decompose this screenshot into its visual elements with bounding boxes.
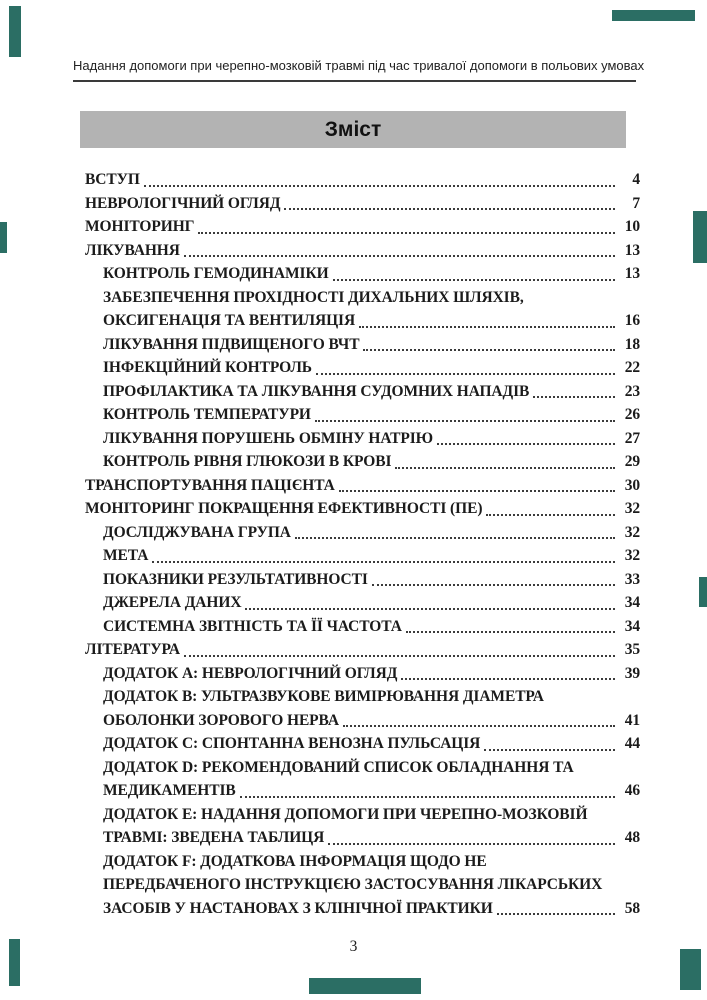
toc-page-number: 32: [624, 500, 640, 517]
toc-dot-leader: [343, 725, 615, 727]
toc-page-number: 26: [624, 406, 640, 423]
toc-dot-leader: [198, 232, 615, 234]
toc-entry-title: ПРОФІЛАКТИКА ТА ЛІКУВАННЯ СУДОМНИХ НАПАДІВ: [103, 382, 530, 400]
toc-entry-line: [85, 474, 640, 498]
toc-dot-leader: [284, 208, 615, 210]
toc-page-number: 27: [624, 429, 640, 447]
toc-page-number: 46: [624, 782, 640, 799]
toc-entry: [85, 427, 640, 451]
toc-entry-line: [103, 756, 640, 780]
toc-dot-leader: [372, 584, 615, 586]
toc-entry-line: [85, 215, 640, 239]
page-number: 3: [349, 938, 358, 955]
toc-entry-title: ДОДАТОК B: УЛЬТРАЗВУКОВЕ ВИМІРЮВАННЯ ДІАМЕТРА: [103, 688, 544, 705]
toc-entry: [85, 286, 640, 333]
toc-entry: [85, 756, 640, 803]
toc-dot-leader: [339, 490, 615, 492]
toc-entry: [85, 732, 640, 756]
toc-entry-line: [103, 732, 640, 756]
toc-entry-title: ПОКАЗНИКИ РЕЗУЛЬТАТИВНОСТІ: [103, 570, 368, 588]
toc-dot-leader: [144, 185, 615, 187]
toc-page-number: 58: [624, 899, 640, 917]
toc-entry-line: [103, 333, 640, 357]
toc-page-number: 34: [624, 594, 640, 611]
toc-page-number: 4: [632, 171, 640, 188]
toc-entry: [85, 521, 640, 545]
toc-entry-title: МОНІТОРИНГ: [85, 218, 195, 235]
toc-entry-line: [103, 685, 640, 709]
scan-artifact: [612, 10, 695, 21]
toc-entry-line: [85, 168, 640, 192]
toc-entry-title: ІНФЕКЦІЙНИЙ КОНТРОЛЬ: [103, 359, 312, 376]
toc-entry-line: [103, 356, 640, 380]
toc-entry: [85, 168, 640, 192]
toc-entry-line: [103, 615, 640, 639]
scan-artifact: [0, 222, 7, 253]
toc-page-number: 23: [624, 382, 640, 400]
toc-page-number: 22: [624, 359, 640, 376]
toc-entry-line: [103, 309, 640, 333]
toc-page-number: 44: [624, 735, 640, 752]
toc-page-number: 18: [624, 335, 640, 353]
toc-page-number: 13: [624, 241, 640, 259]
toc-entry-title: КОНТРОЛЬ ГЕМОДИНАМІКИ: [103, 265, 329, 282]
toc-entry-title: ЛІКУВАННЯ ПОРУШЕНЬ ОБМІНУ НАТРІЮ: [103, 429, 433, 447]
scan-artifact: [680, 949, 701, 990]
scan-artifact: [309, 978, 421, 994]
toc-entry-line: [103, 450, 640, 474]
toc-dot-leader: [295, 537, 615, 539]
toc-entry: [85, 215, 640, 239]
toc-entry-line: [85, 239, 640, 263]
toc-page-number: 29: [624, 453, 640, 470]
toc-page-number: 16: [624, 312, 640, 329]
toc-entry-title: ДОДАТОК A: НЕВРОЛОГІЧНИЙ ОГЛЯД: [103, 664, 398, 682]
toc-dot-leader: [395, 467, 615, 469]
toc-entry-title: ЗАСОБІВ У НАСТАНОВАХ З КЛІНІЧНОЇ ПРАКТИКИ: [103, 899, 493, 917]
toc-entry-line: [103, 380, 640, 404]
scan-artifact: [693, 211, 707, 263]
toc-page-number: 10: [624, 218, 640, 235]
toc-entry-title: ТРАВМІ: ЗВЕДЕНА ТАБЛИЦЯ: [103, 829, 325, 846]
toc-dot-leader: [184, 255, 615, 257]
toc-entry: [85, 192, 640, 216]
toc-entry: [85, 474, 640, 498]
toc-page-number: 30: [624, 476, 640, 494]
toc-entry-title: ДОДАТОК C: СПОНТАННА ВЕНОЗНА ПУЛЬСАЦІЯ: [103, 735, 481, 752]
scan-artifact: [9, 939, 20, 986]
toc-entry: [85, 662, 640, 686]
toc-page-number: 34: [624, 617, 640, 635]
toc-dot-leader: [401, 678, 615, 680]
toc-entry: [85, 685, 640, 732]
toc-entry-title: КОНТРОЛЬ РІВНЯ ГЛЮКОЗИ В КРОВІ: [103, 453, 392, 470]
toc-entry: [85, 356, 640, 380]
toc-entry-title: КОНТРОЛЬ ТЕМПЕРАТУРИ: [103, 406, 311, 423]
toc-entry-line: [103, 873, 640, 897]
toc-entry-line: [103, 568, 640, 592]
toc-entry-title: ДОСЛІДЖУВАНА ГРУПА: [103, 523, 291, 541]
toc-dot-leader: [484, 749, 615, 751]
running-header: [73, 58, 645, 82]
toc-entry-title: СИСТЕМНА ЗВІТНІСТЬ ТА ЇЇ ЧАСТОТА: [103, 617, 402, 635]
toc-page-number: 35: [624, 641, 640, 658]
contents-title: Зміст: [324, 117, 382, 141]
toc-entry: [85, 239, 640, 263]
toc-dot-leader: [152, 561, 615, 563]
toc-entry-line: [103, 286, 640, 310]
toc-dot-leader: [533, 396, 615, 398]
toc-entry-line: [103, 662, 640, 686]
toc-page-number: 13: [624, 265, 640, 282]
toc-entry-title: ДОДАТОК F: ДОДАТКОВА ІНФОРМАЦІЯ ЩОДО НЕ: [103, 852, 487, 870]
toc-entry-title: ДЖЕРЕЛА ДАНИХ: [103, 594, 242, 611]
toc-entry-title: МЕДИКАМЕНТІВ: [103, 782, 236, 799]
toc-dot-leader: [316, 373, 615, 375]
scan-artifact: [9, 6, 21, 57]
toc-entry: [85, 497, 640, 521]
table-of-contents: [85, 168, 640, 920]
toc-entry: [85, 262, 640, 286]
toc-entry-title: ДОДАТОК D: РЕКОМЕНДОВАНИЙ СПИСОК ОБЛАДНАННЯ ТА: [103, 758, 574, 776]
toc-page-number: 39: [624, 664, 640, 682]
toc-entry-title: МОНІТОРИНГ ПОКРАЩЕННЯ ЕФЕКТИВНОСТІ (ПЕ): [85, 500, 483, 517]
toc-dot-leader: [486, 514, 615, 516]
toc-entry: [85, 333, 640, 357]
toc-entry-line: [103, 709, 640, 733]
toc-entry-line: [103, 779, 640, 803]
toc-page-number: 32: [624, 547, 640, 564]
toc-dot-leader: [328, 843, 615, 845]
toc-entry-title: ЛІКУВАННЯ: [85, 241, 180, 259]
toc-entry: [85, 403, 640, 427]
toc-entry: [85, 803, 640, 850]
toc-entry: [85, 450, 640, 474]
toc-entry-title: ТРАНСПОРТУВАННЯ ПАЦІЄНТА: [85, 476, 335, 494]
toc-dot-leader: [497, 913, 615, 915]
toc-dot-leader: [245, 608, 615, 610]
toc-entry: [85, 591, 640, 615]
running-header-title: Надання допомоги при черепно-мозковій травмі під час тривалої допомоги в польових умовах: [73, 58, 645, 73]
toc-entry-title: ЗАБЕЗПЕЧЕННЯ ПРОХІДНОСТІ ДИХАЛЬНИХ ШЛЯХІВ,: [103, 288, 524, 306]
toc-entry: [85, 615, 640, 639]
toc-entry: [85, 850, 640, 921]
toc-entry: [85, 568, 640, 592]
toc-entry-line: [85, 638, 640, 662]
contents-title-bar: [80, 111, 626, 148]
toc-entry-line: [103, 803, 640, 827]
toc-entry-line: [85, 192, 640, 216]
toc-entry-line: [103, 591, 640, 615]
toc-entry-title: ЛІТЕРАТУРА: [85, 641, 180, 658]
toc-entry-line: [85, 497, 640, 521]
toc-page-number: 41: [624, 711, 640, 729]
toc-dot-leader: [406, 631, 615, 633]
toc-entry: [85, 380, 640, 404]
toc-entry-line: [103, 544, 640, 568]
toc-entry-title: ОКСИГЕНАЦІЯ ТА ВЕНТИЛЯЦІЯ: [103, 312, 356, 329]
toc-page-number: 33: [624, 570, 640, 588]
toc-entry-title: ОБОЛОНКИ ЗОРОВОГО НЕРВА: [103, 711, 339, 729]
toc-entry-title: ВСТУП: [85, 171, 140, 188]
toc-page-number: 48: [624, 829, 640, 846]
toc-entry-line: [103, 826, 640, 850]
toc-dot-leader: [315, 420, 615, 422]
toc-dot-leader: [359, 326, 615, 328]
toc-dot-leader: [184, 655, 615, 657]
toc-entry-line: [103, 403, 640, 427]
toc-entry-line: [103, 897, 640, 921]
toc-entry-title: ПЕРЕДБАЧЕНОГО ІНСТРУКЦІЄЮ ЗАСТОСУВАННЯ ЛІКАРСЬКИХ: [103, 876, 603, 893]
scan-artifact: [699, 577, 707, 607]
toc-entry-line: [103, 521, 640, 545]
toc-dot-leader: [363, 349, 615, 351]
toc-entry-line: [103, 262, 640, 286]
toc-entry-line: [103, 850, 640, 874]
toc-entry: [85, 544, 640, 568]
toc-page-number: 7: [632, 194, 640, 212]
toc-entry-title: НЕВРОЛОГІЧНИЙ ОГЛЯД: [85, 194, 281, 212]
toc-entry-title: МЕТА: [103, 547, 149, 564]
toc-dot-leader: [437, 443, 615, 445]
toc-dot-leader: [333, 279, 615, 281]
toc-page-number: 32: [624, 523, 640, 541]
toc-entry-title: ДОДАТОК E: НАДАННЯ ДОПОМОГИ ПРИ ЧЕРЕПНО-МОЗКОВІЙ: [103, 805, 588, 823]
toc-entry: [85, 638, 640, 662]
toc-dot-leader: [240, 796, 615, 798]
toc-entry-title: ЛІКУВАННЯ ПІДВИЩЕНОГО ВЧТ: [103, 335, 360, 353]
toc-entry-line: [103, 427, 640, 451]
